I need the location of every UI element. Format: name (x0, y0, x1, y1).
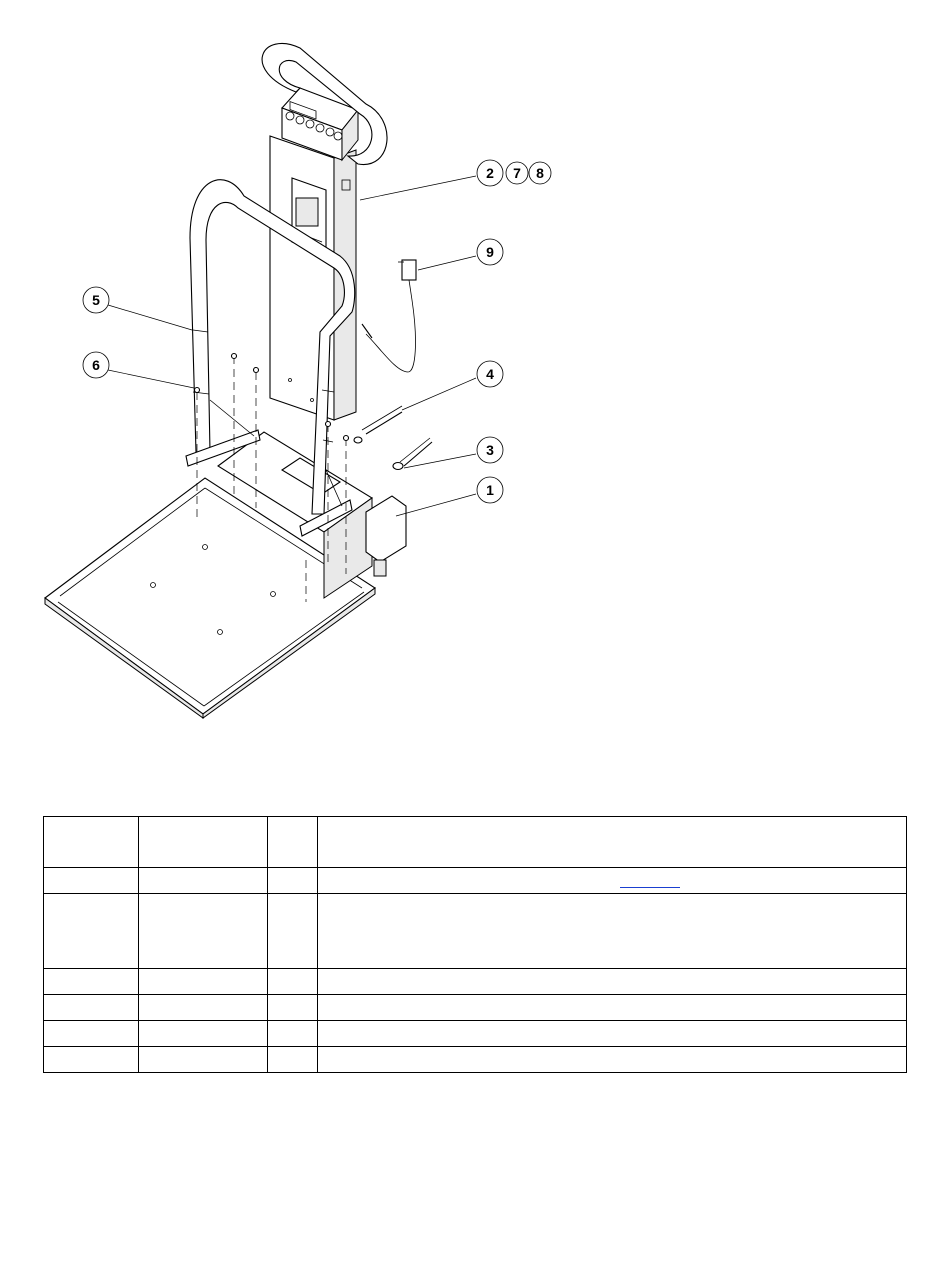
callout-2 (360, 160, 503, 200)
table-cell (44, 868, 139, 894)
callout-5 (83, 287, 192, 330)
table-cell (139, 1021, 268, 1047)
svg-text:1: 1 (486, 482, 494, 498)
table-cell (139, 868, 268, 894)
table-cell (318, 1047, 907, 1073)
svg-text:2: 2 (486, 165, 494, 181)
table-cell (318, 995, 907, 1021)
table-row (44, 1021, 907, 1047)
table-cell (139, 894, 268, 969)
table-cell (268, 1021, 318, 1047)
table-row (44, 995, 907, 1021)
table-cell (44, 1047, 139, 1073)
table-row (44, 894, 907, 969)
svg-text:5: 5 (92, 292, 100, 308)
table-cell (44, 1021, 139, 1047)
table-cell (318, 1021, 907, 1047)
svg-text:9: 9 (486, 244, 494, 260)
table-cell (44, 995, 139, 1021)
table-cell (318, 868, 907, 894)
svg-text:3: 3 (486, 442, 494, 458)
table-header-row (44, 817, 907, 868)
callout-9 (418, 239, 503, 270)
svg-text:6: 6 (92, 357, 100, 373)
svg-text:7: 7 (513, 165, 521, 181)
table-cell (139, 1047, 268, 1073)
parts-list-table (43, 816, 907, 1073)
table-cell (318, 894, 907, 969)
table-cell (44, 969, 139, 995)
table-cell (268, 817, 318, 868)
table-cell (268, 1047, 318, 1073)
table-row (44, 868, 907, 894)
table-cell (44, 894, 139, 969)
table-cell (44, 817, 139, 868)
table-row (44, 1047, 907, 1073)
callout-6 (83, 352, 194, 388)
callout-4 (402, 361, 503, 410)
table-cell (139, 969, 268, 995)
reference-link[interactable] (620, 886, 680, 888)
table-cell (318, 969, 907, 995)
callout-1 (396, 477, 503, 516)
table-cell (268, 868, 318, 894)
table-cell (139, 995, 268, 1021)
callout-3 (404, 437, 503, 468)
table-cell (318, 817, 907, 868)
table-cell (139, 817, 268, 868)
callout-8 (529, 162, 551, 184)
callout-7 (506, 162, 528, 184)
svg-text:4: 4 (486, 366, 494, 382)
table-cell (268, 894, 318, 969)
ac-adapter (362, 260, 416, 372)
table-row (44, 969, 907, 995)
table-cell (268, 969, 318, 995)
svg-text:8: 8 (536, 165, 544, 181)
table-cell (268, 995, 318, 1021)
